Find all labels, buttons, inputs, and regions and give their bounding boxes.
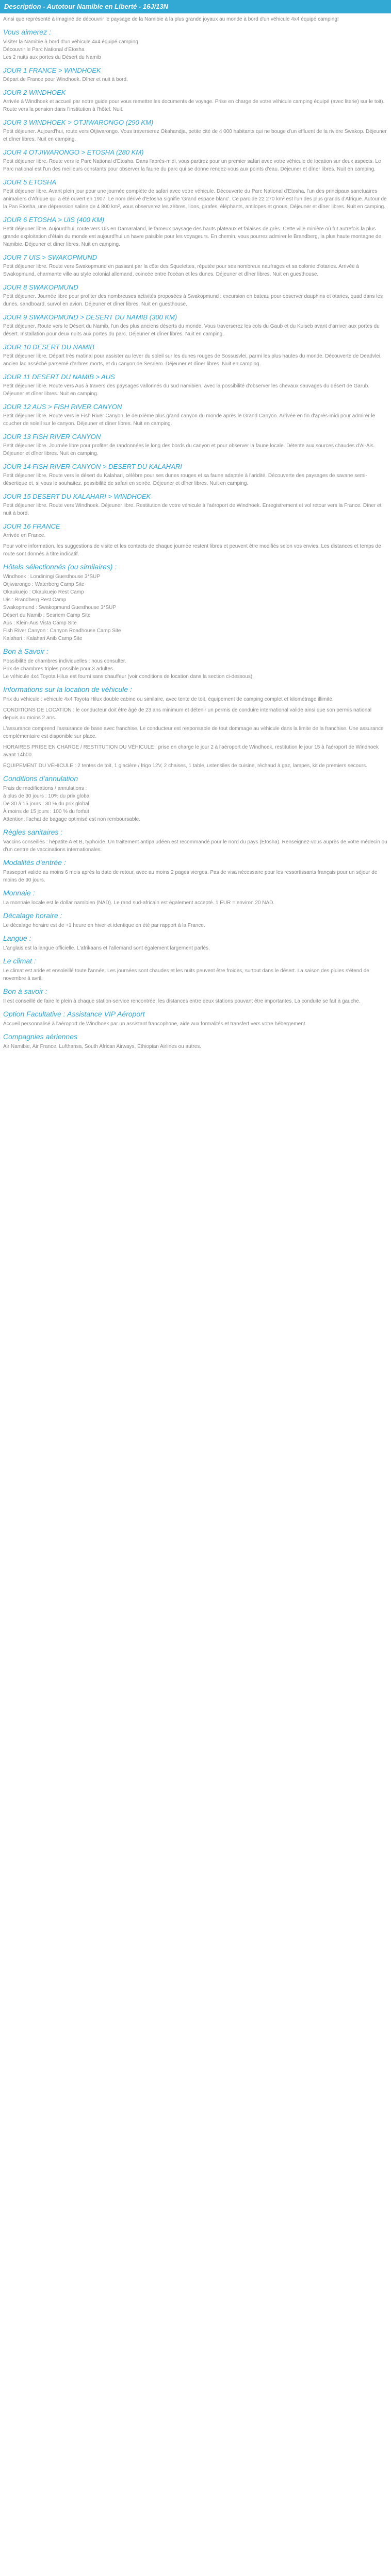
airlines-text: Air Namibie, Air France, Lufthansa, South African Airways, Ethiopian Airlines ou autres. bbox=[3, 1044, 202, 1049]
good-to-know-list bbox=[3, 657, 388, 681]
day-text: Petit déjeuner libre. Route vers Swakopmund en passant par la côte des Squelettes, réputée pour ses nombreux naufrages et sa colonie d'otaries. Arrivée à Swakopmund, charmante ville au style colonial allemand, coincée entre l'océan et les dunes. Déjeuner et dîner libres. Nuit en guesthouse. bbox=[3, 264, 360, 277]
day-title: JOUR 5 ETOSHA bbox=[3, 178, 57, 186]
cancellation-item: À moins de 15 jours : 100 % du forfait bbox=[3, 809, 89, 815]
hotel-item: Windhoek : Londiningi Guesthouse 3*SUP bbox=[3, 574, 100, 580]
hotel-item: Kalahari : Kalahari Anib Camp Site bbox=[3, 636, 83, 641]
itinerary bbox=[3, 66, 388, 539]
hotel-item: Fish River Canyon : Canyon Roadhouse Camp Site bbox=[3, 628, 121, 634]
intro-text: Ainsi que représenté à imaginé de découvrir le paysage de la Namibie à la plus grande joyaux au monde à bord d'un véhicule 4x4 équipé camping! bbox=[3, 16, 339, 22]
entry-heading: Modalités d'entrée : bbox=[3, 858, 66, 867]
rental-paragraph: HORAIRES PRISE EN CHARGE / RESTITUTION DU VÉHICULE : prise en charge le jour 2 à l'aéroport de Windhoek, restitution le jour 15 à l'aéroport de Windhoek avant 14h00. bbox=[3, 744, 379, 758]
day-text: Petit déjeuner libre. Route vers le désert du Kalahari, célèbre pour ses dunes rouges et sa faune adaptée à l'aridité. Découverte des paysages de savane semi-désertique et, si vous le souhaitez, possibilité de safari en soirée. Déjeuner et dîner libres. Nuit en camping. bbox=[3, 473, 367, 486]
day-title: JOUR 1 FRANCE > WINDHOEK bbox=[3, 66, 101, 74]
day-title: JOUR 10 DESERT DU NAMIB bbox=[3, 343, 94, 351]
good-to-know-item: Prix de chambres triples possible pour 3 adultes. bbox=[3, 666, 115, 672]
health-text: Vaccins conseillés : hépatite A et B, typhoïde. Un traitement antipaludéen est recommandé pour le nord du pays (Etosha). Renseignez-vous auprès de votre médecin ou d'un centre de vaccinations internationales. bbox=[3, 839, 387, 853]
day-text: Petit déjeuner libre. Journée libre pour profiter de randonnées le long des bords du canyon et pour observer la faune locale. Détente aux sources chaudes d'Ai-Ais. Déjeuner et dîner libres. Nuit en camping. bbox=[3, 443, 375, 456]
timezone-text: Le décalage horaire est de +1 heure en hiver et identique en été par rapport à la France. bbox=[3, 923, 205, 928]
rental-paragraph: Prix du véhicule : véhicule 4x4 Toyota Hilux double cabine ou similaire, avec tente de toit, équipement de camping complet et kilométrage illimité. bbox=[3, 697, 334, 702]
rental-paragraph: CONDITIONS DE LOCATION : le conducteur doit être âgé de 23 ans minimum et détenir un permis de conduire international valide ainsi que son permis national depuis au moins 2 ans. bbox=[3, 707, 372, 721]
good-to-know-item: Le véhicule 4x4 Toyota Hilux est fourni sans chauffeur (voir conditions de location dans la section ci-dessous). bbox=[3, 674, 254, 680]
cancellation-item: à plus de 30 jours : 10% du prix global bbox=[3, 793, 91, 799]
hotel-item: Swakopmund : Swakopmund Guesthouse 3*SUP bbox=[3, 605, 117, 611]
cancellation-item: Attention, l'achat de bagage optimisé est non remboursable. bbox=[3, 817, 140, 822]
day-title: JOUR 6 ETOSHA > UIS (400 KM) bbox=[3, 216, 105, 224]
timezone-heading: Décalage horaire : bbox=[3, 911, 62, 920]
currency-heading: Monnaie : bbox=[3, 889, 35, 897]
day-text: Petit déjeuner. Journée libre pour profiter des nombreuses activités proposées à Swakopmund : excursion en bateau pour observer dauphins et otaries, quad dans les dunes, sandboard, survol en avion. Déjeuner et dîner libres. Nuit en guesthouse. bbox=[3, 294, 383, 307]
highlight-item: Les 2 nuits aux portes du Désert du Namib bbox=[3, 55, 101, 60]
day-title: JOUR 7 UIS > SWAKOPMUND bbox=[3, 253, 97, 261]
day-title: JOUR 14 FISH RIVER CANYON > DESERT DU KALAHARI bbox=[3, 463, 182, 470]
tips-heading: Bon à savoir : bbox=[3, 987, 47, 995]
day-text: Petit déjeuner libre. Route vers Aus à travers des paysages vallonnés du sud namibien, avec la possibilité d'observer les chevaux sauvages du désert de Garub. Déjeuner et dîner libres. Nuit en camping. bbox=[3, 383, 370, 397]
hotels-list bbox=[3, 573, 388, 642]
day-title: JOUR 8 SWAKOPMUND bbox=[3, 283, 78, 291]
good-to-know-heading: Bon à Savoir : bbox=[3, 647, 48, 655]
highlights-list bbox=[3, 38, 388, 61]
day-text: Petit déjeuner. Route vers le Désert du Namib, l'un des plus anciens déserts du monde. Vous traverserez les cols du Gaub et du Kuiseb avant d'arriver aux portes du désert. Installation pour deux nuits aux portes du parc. Déjeuner et dîner libres. Nuit en camping. bbox=[3, 324, 380, 337]
day-title: JOUR 12 AUS > FISH RIVER CANYON bbox=[3, 403, 122, 411]
day-text: Petit déjeuner libre. Aujourd'hui, route vers Uis en Damaraland, le fameux paysage des hauts plateaux et falaises de grès. Cette ville minière où fut autrefois la plus grande exploitation d'étain du monde est aujourd'hui un havre paisible pour les voyageurs. En chemin, vous pourrez admirer le Brandberg, la plus haute montagne de Namibie. Déjeuner et dîner libres. Nuit en camping. bbox=[3, 226, 382, 247]
climate-text: Le climat est aride et ensoleillé toute l'année. Les journées sont chaudes et les nuits peuvent être froides, surtout dans le désert. La saison des pluies s'étend de novembre à avril. bbox=[3, 968, 369, 981]
cancellation-item: Frais de modifications / annulations : bbox=[3, 786, 87, 791]
rental-paragraph: L'assurance comprend l'assurance de base avec franchise. Le conducteur est responsable de tout dommage au véhicule dans la limite de la franchise. Une assurance complémentaire est disponible sur place. bbox=[3, 726, 384, 739]
day-title: JOUR 4 OTJIWARONGO > ETOSHA (280 KM) bbox=[3, 148, 144, 156]
day-text: Petit déjeuner libre. Départ très matinal pour assister au lever du soleil sur les dunes rouges de Sossusvlei, parmi les plus hautes du monde. Découverte de Deadvlei, ancien lac asséché parsemé d'arbres morts, et du canyon de Sesriem. Déjeuner et dîner libres. Nuit en camping. bbox=[3, 353, 382, 367]
day-title: JOUR 16 FRANCE bbox=[3, 522, 60, 530]
language-text: L'anglais est la langue officielle. L'afrikaans et l'allemand sont également largement parlés. bbox=[3, 945, 210, 951]
highlights-heading: Vous aimerez : bbox=[3, 28, 51, 36]
hotel-item: Otjiwarongo : Waterberg Camp Site bbox=[3, 582, 85, 587]
cancellation-item: De 30 à 15 jours : 30 % du prix global bbox=[3, 801, 89, 807]
hotels-heading: Hôtels sélectionnés (ou similaires) : bbox=[3, 563, 117, 571]
content bbox=[0, 15, 391, 1060]
day-text: Arrivée en France. bbox=[3, 533, 46, 538]
page bbox=[0, 0, 391, 1060]
climate-heading: Le climat : bbox=[3, 957, 36, 965]
good-to-know-item: Possibilité de chambres individuelles : nous consulter. bbox=[3, 658, 126, 664]
option-heading: Option Facultative : Assistance VIP Aéroport bbox=[3, 1010, 145, 1018]
page-title: Description - Autotour Namibie en Liberté - 16J/13N bbox=[0, 0, 391, 13]
cancellation-heading: Conditions d'annulation bbox=[3, 774, 78, 783]
day-text: Arrivée à Windhoek et accueil par notre guide pour vous remettre les documents de voyage. Prise en charge de votre véhicule camping équipé (avec literie) sur le toit). Route vers la pension dans l'institution à l'hôtel. Nuit. bbox=[3, 99, 385, 112]
hotel-item: Aus : Klein-Aus Vista Camp Site bbox=[3, 620, 77, 626]
highlight-item: Découvrir le Parc National d'Etosha bbox=[3, 47, 85, 53]
currency-text: La monnaie locale est le dollar namibien (NAD). Le rand sud-africain est également accepté. 1 EUR = environ 20 NAD. bbox=[3, 900, 275, 906]
hotel-item: Uis : Brandberg Rest Camp bbox=[3, 597, 67, 603]
day-title: JOUR 2 WINDHOEK bbox=[3, 89, 66, 96]
day-title: JOUR 13 FISH RIVER CANYON bbox=[3, 433, 101, 440]
day-text: Départ de France pour Windhoek. Dîner et nuit à bord. bbox=[3, 77, 128, 82]
day-text: Petit déjeuner libre. Route vers le Parc National d'Etosha. Dans l'après-midi, vous partirez pour un premier safari avec votre véhicule de location sur deux aspects. Le Parc national est l'un des meilleurs constants pour observer la faune du parc qui se donne rendez-vous aux points d'eau. Déjeuner et dîner libres. Nuit en camping. bbox=[3, 159, 381, 172]
option-text: Accueil personnalisé à l'aéroport de Windhoek par un assistant francophone, aide aux formalités et transfert vers votre hébergement. bbox=[3, 1021, 307, 1027]
day-text: Petit déjeuner libre. Route vers Windhoek. Déjeuner libre. Restitution de votre véhicule à l'aéroport de Windhoek. Enregistrement et vol retour vers la France. Dîner et nuit à bord. bbox=[3, 503, 382, 516]
rental-heading: Informations sur la location de véhicule : bbox=[3, 685, 132, 693]
airlines-heading: Compagnies aériennes bbox=[3, 1032, 77, 1041]
day-title: JOUR 9 SWAKOPMUND > DESERT DU NAMIB (300 KM) bbox=[3, 313, 177, 321]
entry-text: Passeport valide au moins 6 mois après la date de retour, avec au moins 2 pages vierges. Pas de visa nécessaire pour les ressortissants français pour un séjour de moins de 90 jours. bbox=[3, 870, 378, 883]
day-text: Petit déjeuner libre. Avant plein jour pour une journée complète de safari avec votre véhicule. Découverte du Parc National d'Etosha, l'un des principaux sanctuaires animaliers d'Afrique qui a été ouvert en 1907. Le nom dérivé d'Etosha signifie 'Grand espace blanc'. Ce parc de 22 270 km² est l'un des plus grands d'Afrique. Autour de la Pan Etosha, une dépression saline de 4 800 km², vous observerez les zèbres, lions, girafes, éléphants, antilopes et gnous. Déjeuner et dîner libres. Nuit en camping. bbox=[3, 189, 387, 210]
hotel-item: Okaukuejo : Okaukuejo Rest Camp bbox=[3, 589, 84, 595]
day-title: JOUR 3 WINDHOEK > OTJIWARONGO (290 KM) bbox=[3, 118, 154, 126]
tips-text: Il est conseillé de faire le plein à chaque station-service rencontrée, les distances entre deux stations pouvant être importantes. La conduite se fait à gauche. bbox=[3, 998, 361, 1004]
hotel-item: Désert du Namib : Sesriem Camp Site bbox=[3, 613, 91, 618]
rental-paragraph: ÉQUIPEMENT DU VÉHICULE : 2 tentes de toit, 1 glacière / frigo 12V, 2 chaises, 1 table, ustensiles de cuisine, réchaud à gaz, lampes, kit de premiers secours. bbox=[3, 763, 367, 769]
footer-spacer bbox=[3, 1054, 388, 1056]
day-text: Petit déjeuner libre. Route vers le Fish River Canyon, le deuxième plus grand canyon du monde après le Grand Canyon. Arrivée en fin d'après-midi pour admirer le coucher de soleil sur le canyon. Déjeuner et dîner libres. Nuit en camping. bbox=[3, 413, 376, 427]
health-heading: Règles sanitaires : bbox=[3, 828, 63, 836]
day-text: Petit déjeuner. Aujourd'hui, route vers Otjiwarongo. Vous traverserez Okahandja, petite cité de 4 000 habitants qui ne bouge d'un effluent de la rivière Swakop. Déjeuner et dîner libres. Nuit en camping. bbox=[3, 129, 387, 142]
cancellation-list bbox=[3, 785, 388, 823]
highlight-item: Visiter la Namibie à bord d'un véhicule 4x4 équipé camping bbox=[3, 39, 138, 45]
day-title: JOUR 15 DESERT DU KALAHARI > WINDHOEK bbox=[3, 493, 151, 500]
language-heading: Langue : bbox=[3, 934, 31, 942]
day-title: JOUR 11 DESERT DU NAMIB > AUS bbox=[3, 373, 115, 381]
itinerary-note: Pour votre information, les suggestions de visite et les contacts de chaque journée restent libres et peuvent être modifiés selon vos envies. Les distances et temps de route sont donnés à titre indicatif. bbox=[3, 544, 381, 557]
